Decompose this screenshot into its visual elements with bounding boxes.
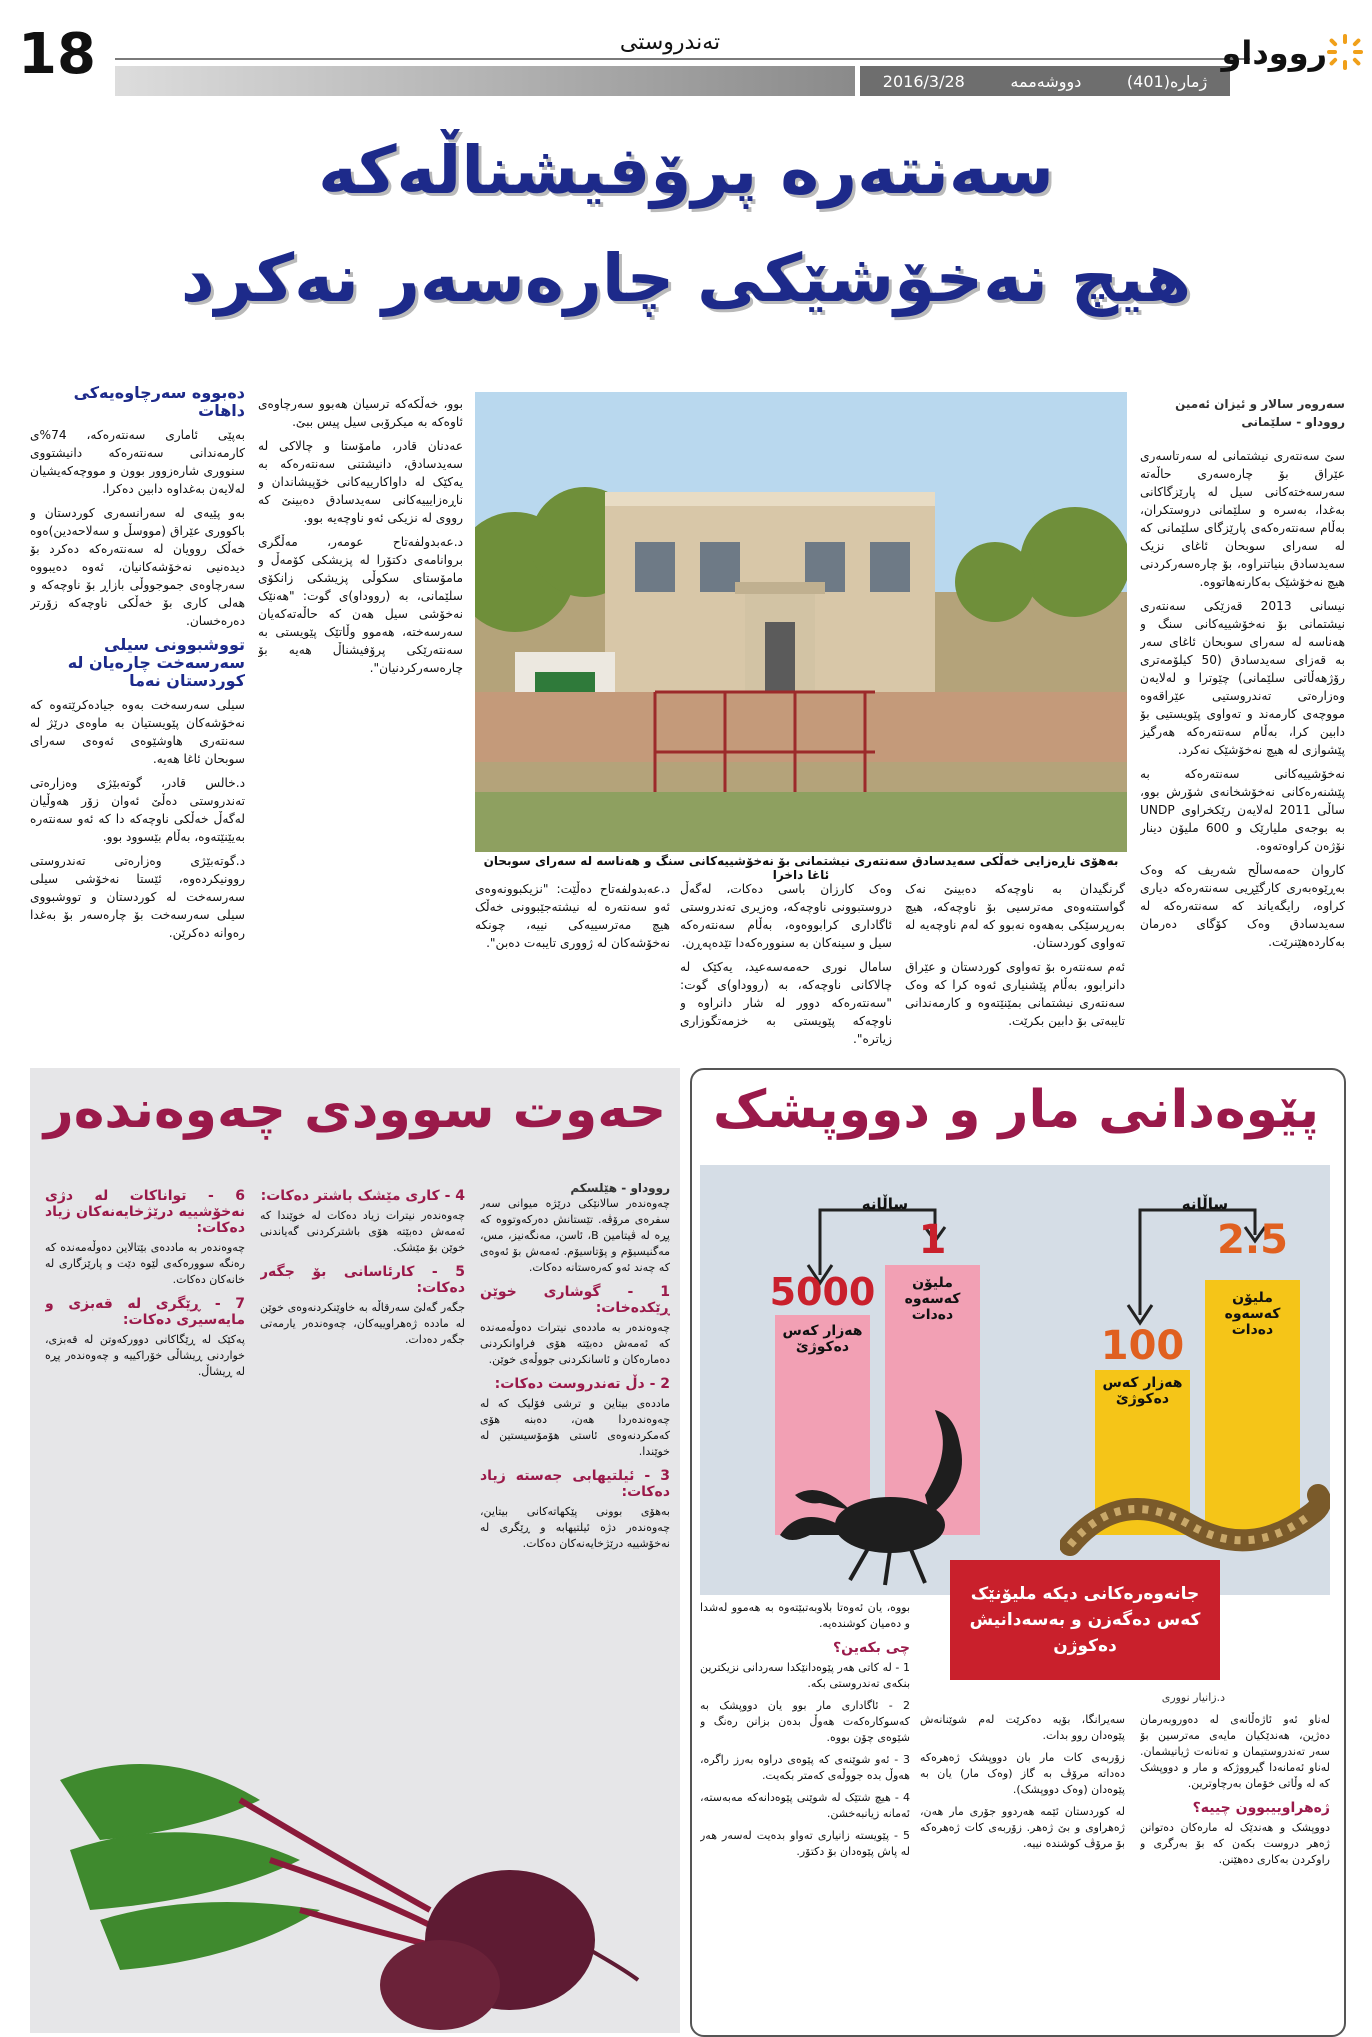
sting-paragraph: 4 - هیچ شتێک لە شوێنی پێوەدانەکە مەبەستە، ئەمانە زیانبەخشن.	[700, 1791, 910, 1820]
rudaw-logo[interactable]	[1221, 18, 1365, 88]
beet-item-text: ماددەی بیتاین و ترشی فۆلیک کە لە چەوەندەردا هەن، دەبنە هۆی کەمکردنەوەی ئاستی هۆمۆسیستین لە خوێندا.	[480, 1397, 670, 1458]
sting-paragraph: لەناو ئەو ئاژەڵانەی لە دەوروبەرمان دەژین، هەندێکیان مایەی مەترسین بۆ سەر تەندروستیمان و تەنانەت ژیانیشمان. لەناو ئەمانەدا گیرووژکە و مار و دووپشک کە لە وڵاتی خۆمان بەرچاوترین.	[1140, 1713, 1330, 1790]
article-paragraph: کاروان حەمەساڵح شەریف کە وەک بەڕێوەبەری کارگێڕیی سەنتەرەکە دیاری کراوە، رایگەیاند کە سەنتەرەکە لە سەیدسادق وەک کۆگای دەرمان بەکاردەهێنرێت.	[1140, 863, 1345, 949]
article-right-column	[1140, 395, 1345, 1055]
beet-item-heading: 5 - کارئاسانی بۆ جگەر دەکات:	[260, 1264, 465, 1296]
sting-column-right	[1140, 1712, 1330, 2012]
sting-paragraph: زۆربەی کات مار بان دووپشک ژەهرەکە دەداتە مرۆڤ بە گاز (وەک مار) یان بە پێوەدان (وەک دووپشک).	[920, 1751, 1125, 1796]
header-gradient-bar	[115, 66, 855, 96]
sting-paragraph: 1 - لە کاتی هەر پێوەدانێکدا سەردانی نزیکترین بنکەی تەندروستی بکە.	[700, 1661, 910, 1690]
scorpion-deaths-text: هەزار کەس دەکوژێ	[782, 1323, 863, 1355]
logo-burst-icon	[1325, 32, 1365, 72]
beet-item-heading: 1 - گوشاری خوێن ڕێکدەخات:	[480, 1284, 670, 1316]
article-paragraph: بەو پێیەی لە سەرانسەری کوردستان و باکووری عێراق (مووسڵ و سەلاحەدین)ەوە خەڵک روویان لە سەنتەرەکە دەکرد بۆ دیدەنیی نەخۆشەکانیان، ئەوە دەیبووە سەرچاوەی جموجووڵی بازاڕ بۆ ناوچەکە و هەلی کاری بۆ خەڵکی ناوچەکە زۆرتر دەرەخسان.	[30, 506, 245, 628]
article-paragraph: نیسانی 2013 قەزێکی سەنتەری نیشتمانی بۆ نەخۆشییەکانی سنگ و هەناسە لە سەرای سوبحان ئاغای سەر بە قەزای سەیدسادق (50 کیلۆمەتری رۆژهەڵاتی سلێمانی) چێوترا و لەلایەن وەزارەتی تەندروستیی عێراقەوە مووچەی کارمەند و تەواوی پێویستیی بۆ دابین کرا، بەڵام سەنتەرەکە هەرگیز پێشوازی لە هیچ نەخۆشێک نەکرد.	[1140, 599, 1345, 757]
beet-column-right	[480, 1180, 670, 1700]
beet-item-text: جگەر گەلێ سەرقاڵە بە خاوێنکردنەوەی خوێن لە ماددە ژەهراوییەکان، چەوەندەر یارمەتی جگەر دەدات.	[260, 1301, 465, 1346]
article-paragraph: بەپێی ئاماری سەنتەرەکە، 74%ی کارمەندانی سەنتەرەکە دانیشتووی سنووری شارەزوور بوون و مووچەکەیشیان لەلایەن بەغداوە دابین دەکرا.	[30, 428, 245, 496]
sting-paragraph: بووە، یان ئەوەتا بلاوبەتبێتەوە بە هەموو لەشدا و دەمیان کوشندەیە.	[700, 1601, 910, 1630]
article-paragraph: د.عەبدولفەتاح عومەر، مەڵگری بروانامەی دکتۆرا لە پزیشکی کۆمەڵ و مامۆستای سکوڵی پزیشکی زانکۆی سلێمانی، بە (رووداو)ی گوت: "هەنێک نەخۆشی سیل هەن کە حاڵەتەکەیان سەرسەختە، هەموو وڵاتێک پێویستی بە سەنتەرێکی پرۆفیشناڵ هەیە بۆ چارەسەرکردنیان".	[258, 535, 463, 675]
snake-per-year-label: ساڵانە	[1181, 1195, 1229, 1213]
article-byline-location: رووداو - سلێمانی	[1241, 415, 1345, 429]
article-paragraph: بوو، خەڵکەکە ترسیان هەبوو سەرچاوەی ئاوەکە بە میکرۆبی سیل پیس ببێ.	[258, 397, 463, 429]
logo-text: رووداو	[1221, 34, 1327, 72]
other-creatures-box: جانەوەرەکانی دیکە ملیۆنێک کەس دەگەزن و بەسەدانیش دەکوژن	[950, 1560, 1220, 1680]
sting-paragraph: 5 - پێویستە زانیاری تەواو بدەیت لەسەر هەر لە پاش پێوەدان بۆ دکتۆر.	[700, 1829, 910, 1858]
article-paragraph: وەک کارزان باسی دەکات، لەگەڵ دروستبوونی ناوچەکە، وەزیری تەندروستی ئاگاداری کرابووەوە، بەڵام سەنتەرەکە سیل و سینەکان بە سنوورەکەدا تێدەپەڕن.	[680, 882, 892, 950]
article-paragraph: د.گوتەبێژی وەزارەتی تەندروستی روونیکردەوە، ئێستا نەخۆشی سیلی سەرسەخت لە کوردستان و تووشبووی سیلی سەرسەخت بۆ چارەسەر بۆ بەغدا رەوانە دەکرێن.	[30, 854, 245, 940]
article-column-mid-left	[475, 880, 670, 1060]
article-left-column	[30, 378, 245, 1058]
sting-paragraph: لە کوردستان ئێمە هەردوو جۆری مار هەن، ژەهراوی و بێ ژەهر. زۆربەی کات ژەهرەکە بۆ مرۆڤ کوشندە نییە.	[920, 1805, 1125, 1850]
beet-item-text: چەوەندەر نیترات زیاد دەکات لە خوێندا کە ئەمەش دەبێتە هۆی باشترکردنی گەیاندنی خوێن بۆ مێشک.	[260, 1209, 465, 1254]
beet-intro: چەوەندەر سالانێکی درێژە میوانی سەر سفرەی مرۆڤە. تێستانش دەرکەوتووە کە پڕە لە ڤیتامین B، ئاسن، مەنگەنیز، مس، مەگنیسیۆم و پۆتاسیۆم. ئەمەش بۆ ئەوەی کە چەند ئەو کەرەستانە دەکات.	[480, 1197, 670, 1274]
subheading-tb: تووشبوونی سیلی سەرسەخت چارەیان لە کوردستان نەما	[67, 635, 245, 690]
beet-item-text: پەکێک لە ڕێگاکانی دوورکەوتن لە قەبزی، خواردنی ڕیشاڵی خۆراکییە و چەوەندەر پڕە لە ڕیشاڵ.	[45, 1333, 245, 1378]
issue-day: دووشەممە	[1010, 71, 1082, 91]
sting-infographic	[700, 1165, 1330, 1595]
section-name: تەندروستی	[619, 30, 721, 55]
issue-number: ژمارە(401)	[1126, 71, 1208, 91]
beet-item-heading: 7 - ڕێگری لە قەبزی و مایەسیری دەکات:	[45, 1296, 245, 1328]
beet-column-mid	[260, 1180, 465, 1740]
snake-deaths-text: هەزار کەس دەکوژێ	[1102, 1375, 1183, 1407]
beet-item-text: چەوەندەر بە ماددەی نیترات دەوڵەمەندە کە ئەمەش دەبێتە هۆی فراوانکردنی دەمارەکان و ئاسانکردنی جووڵەی خوێن.	[480, 1321, 670, 1366]
article-paragraph: سامال نوری حەمەسەعید، یەکێک لە چالاکانی ناوچەکە، بە (رووداو)ی گوت: "سەنتەرەکە دوور لە شار دانراوە و ناوچەکە پێویستی بە خزمەتگوزاری زیاترە".	[680, 960, 892, 1046]
page-header	[0, 0, 1372, 105]
article-column-mid-right	[905, 880, 1125, 1060]
beet-item-heading: 2 - دڵ تەندروست دەکات:	[494, 1376, 670, 1392]
headline-line-1: سەنتەرە پرۆفیشناڵەکە	[318, 132, 1054, 209]
sting-byline: د.زانیار نووری	[1161, 1691, 1225, 1704]
scorpion-per-year-label: ساڵانە	[861, 1195, 909, 1213]
sting-subheading: ژەهراوییبوون چییە؟	[1192, 1800, 1330, 1816]
sting-section-title: پێوەدانی مار و دووپشک	[713, 1080, 1319, 1140]
building-photo-illustration	[475, 392, 1127, 852]
subheading-revenue: دەبووە سەرچاوەیەکی داهات	[73, 383, 245, 420]
beet-column-left	[45, 1180, 245, 1740]
sting-subheading: چی بکەین؟	[833, 1640, 910, 1656]
article-paragraph: ئەم سەنتەرە بۆ تەواوی کوردستان و عێراق دانرابوو، بەڵام پێشنیاری ئەوە کرا کە وەک سەنتەری نیشتمانی بمێنێتەوە و کارمەندانی تایبەتی بۆ دابین بکرێت.	[905, 960, 1125, 1028]
beet-item-heading: 6 - تواناکات لە دژی نەخۆشییە درێژخایەنەکان زیاد دەکات:	[45, 1188, 245, 1236]
article-paragraph: عەدنان قادر، مامۆستا و چالاکی لە سەیدسادق، دانیشتنی سەنتەرەکە بە یەکێک لە داواکارییەکانی خۆپیشاندان و ناڕەزایییەکانی سەیدسادق دەبینێ کە رووی لە نزیکی ئەو ناوچەیە بوو.	[258, 439, 463, 525]
sting-column-left	[700, 1600, 910, 2020]
article-paragraph: نەخۆشییەکانی سەنتەرەکە بە پێشنەرەکانی نەخۆشخانەی شۆرش بوو، ساڵی 2011 لەلایەن رێکخراوی UNDP بە بوجەی ملیارێک و 600 ملیۆن دینار نۆژەن کراوەتەوە.	[1140, 767, 1345, 853]
article-paragraph: د.خالس قادر، گوتەبێژی وەزارەتی تەندروستی دەڵێ ئەوان زۆر هەوڵیان لەگەڵ خەڵکی ناوچەکە دا کە ئەو سەنتەرە بەیێنێتەوە، بەڵام بێسوود بوو.	[30, 776, 245, 844]
article-paragraph: گرنگیدان بە ناوچەکە دەبینێ نەک گواستنەوەی مەترسیی بۆ ناوچەکە، هیچ بەرپرسێکی بەهەوە نەبوو کە لەم ناوچەیە لە تەواوی کوردستان.	[905, 882, 1125, 950]
beet-item-text: بەهۆی بوونی پێکهاتەکانی بیتاین، چەوەندەر دژە ئیلتیهابە و ڕێگری لە نەخۆشییە درێژخایەنەکان دەکات.	[480, 1505, 670, 1550]
scorpion-stings-number: 1	[918, 1217, 947, 1263]
article-column-mid	[680, 880, 892, 1060]
headline-line-2: هیچ نەخۆشێکی چارەسەر نەکرد	[180, 240, 1192, 317]
photo-caption: بەهۆی ناڕەزایی خەڵکی سەیدسادق سەنتەری نیشتمانی بۆ نەخۆشییەکانی سنگ و هەناسە لە سەرای سوبحان ئاغا داخرا	[483, 854, 1119, 882]
issue-info-bar	[860, 66, 1230, 96]
beet-item-heading: 4 - کاری مێشک باشتر دەکات:	[260, 1188, 465, 1204]
snake-bites-text: ملیۆن کەسەوە دەدات	[1224, 1290, 1281, 1338]
snake-bites-number: 2.5	[1217, 1217, 1288, 1263]
article-column-third	[258, 395, 463, 1060]
sting-paragraph: 2 - ئاگاداری مار بوو یان دووپشک بە کەسوکارەکەت هەوڵ بدەن بزانن رەنگ و شێوەی چۆن بووە.	[700, 1699, 910, 1744]
sting-column-mid	[920, 1712, 1125, 2012]
beet-item-heading: 3 - ئیلتیهابی جەستە زیاد دەکات:	[480, 1468, 670, 1500]
beetroot-image	[40, 1740, 640, 2030]
beet-section-title: حەوت سوودی چەوەندەر	[43, 1080, 667, 1140]
sting-paragraph: 3 - ئەو شوێنەی کە پێوەی دراوە بەرز راگرە، هەوڵ بدە جووڵەی کەمتر بکەیت.	[700, 1753, 910, 1782]
sting-paragraph: دووپشک و هەندێک لە مارەکان دەتوانن ژەهر دروست بکەن کە بۆ بەرگری و راوکردن بەکاری دەهێنن.	[1140, 1821, 1330, 1866]
scorpion-stings-text: ملیۆن کەسەوە دەدات	[904, 1275, 961, 1323]
page-number: 18	[18, 22, 96, 87]
article-photo	[475, 392, 1127, 852]
beet-byline: رووداو - هێلسکم	[570, 1181, 670, 1195]
issue-date: 2016/3/28	[882, 71, 965, 91]
article-paragraph: د.عەبدولفەتاح دەڵێت: "نزیکبوونەوەی ئەو سەنتەرە لە نیشتەجێبوونی خەڵک هیچ مەترسییەکی نییە، چونکە نەخۆشەکان لە ژووری تایبەت دەبن".	[475, 882, 670, 950]
snake-deaths-number: 100	[1100, 1323, 1185, 1369]
beet-item-text: چەوەندەر بە ماددەی بێتالاین دەوڵەمەندە کە رەنگە سوورەکەی لێوە دێت و پارێزگاری لە خانەکان دەکات.	[45, 1241, 245, 1286]
scorpion-deaths-number: 5000	[769, 1270, 876, 1314]
article-paragraph: سێ سەنتەری نیشتمانی لە سەرتاسەری عێراق بۆ چارەسەری حاڵەتە سەرسەختەکانی سیل لە پارێزگاکانی بەغدا، بەسرە و سلێمانی دروستکران، بەڵام سەنتەرەکەی پارێزگای سلێمانی کە لە سەرای سوبحان ئاغای نزیک سەیدسادق بنیاتنراوە، بۆ چارەسەرکردنی هیچ نەخۆشێک بەکارنەهاتووە.	[1140, 449, 1345, 589]
article-paragraph: سیلی سەرسەخت بەوە جیادەکرێتەوە کە نەخۆشەکان پێویستیان بە ماوەی درێژ لە سەنتەری هاوشێوەی ئەوەی سەرای سوبحان ئاغا هەیە.	[30, 698, 245, 766]
article-byline: سەروەر سالار و ئیزان ئەمین	[1175, 397, 1345, 411]
sting-paragraph: سەیرانگا، بۆیە دەکرێت لەم شوێنانەش پێوەدان روو بدات.	[920, 1713, 1125, 1742]
